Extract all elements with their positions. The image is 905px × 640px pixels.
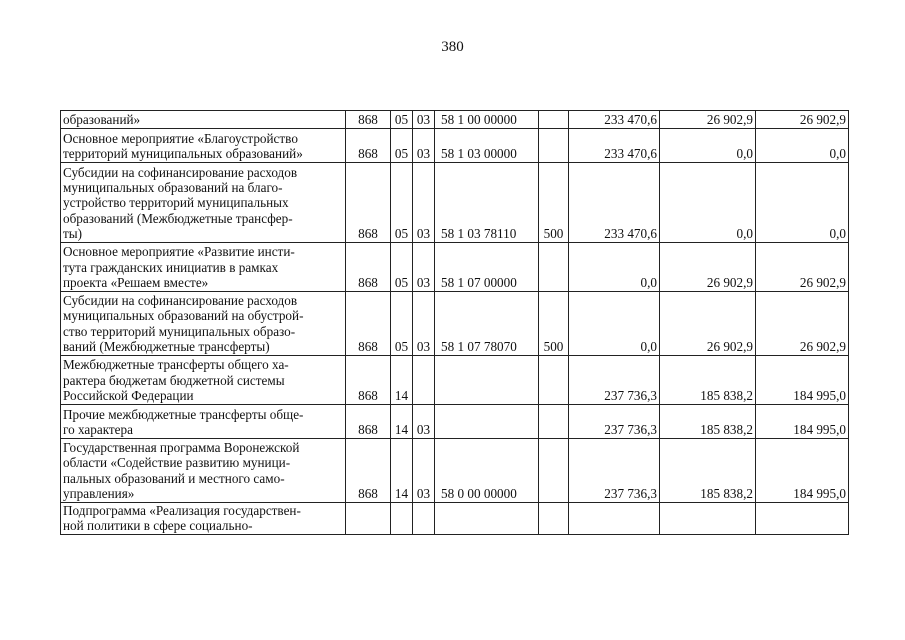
table-row bbox=[61, 405, 849, 439]
amount-year1-cell bbox=[569, 503, 660, 535]
section-cell: 14 bbox=[391, 405, 413, 439]
table-row bbox=[61, 129, 849, 163]
table-row bbox=[61, 111, 849, 129]
subsection-cell bbox=[413, 503, 435, 535]
grbs-cell: 868 bbox=[346, 356, 391, 405]
row-name: Основное мероприятие «Благоустройство территорий муниципальных образований» bbox=[61, 129, 346, 163]
subsection-cell: 03 bbox=[413, 243, 435, 292]
subsection-cell bbox=[413, 356, 435, 405]
amount-year1-cell: 237 736,3 bbox=[569, 405, 660, 439]
expense-type-cell bbox=[539, 243, 569, 292]
grbs-cell: 868 bbox=[346, 243, 391, 292]
grbs-cell: 868 bbox=[346, 111, 391, 129]
amount-year2-cell bbox=[660, 503, 756, 535]
section-cell bbox=[391, 503, 413, 535]
table-row bbox=[61, 503, 849, 535]
amount-year2-cell: 185 838,2 bbox=[660, 356, 756, 405]
section-cell: 05 bbox=[391, 129, 413, 163]
budget-table bbox=[60, 110, 849, 535]
target-code-cell: 58 0 00 00000 bbox=[435, 439, 539, 503]
grbs-cell: 868 bbox=[346, 405, 391, 439]
amount-year1-cell: 237 736,3 bbox=[569, 356, 660, 405]
target-code-cell: 58 1 03 78110 bbox=[435, 163, 539, 243]
table-row bbox=[61, 439, 849, 503]
amount-year1-cell: 237 736,3 bbox=[569, 439, 660, 503]
amount-year2-cell: 0,0 bbox=[660, 129, 756, 163]
grbs-cell: 868 bbox=[346, 163, 391, 243]
target-code-cell: 58 1 07 00000 bbox=[435, 243, 539, 292]
subsection-cell: 03 bbox=[413, 163, 435, 243]
amount-year3-cell: 26 902,9 bbox=[756, 111, 849, 129]
row-name: Субсидии на софинансирование расходов муниципальных образований на благо- устройство территорий муниципальных образований (Межбюджетные трансфер- ты) bbox=[61, 163, 346, 243]
amount-year1-cell: 233 470,6 bbox=[569, 129, 660, 163]
amount-year3-cell: 184 995,0 bbox=[756, 405, 849, 439]
section-cell: 05 bbox=[391, 243, 413, 292]
amount-year3-cell: 0,0 bbox=[756, 129, 849, 163]
expense-type-cell bbox=[539, 111, 569, 129]
page-number: 380 bbox=[441, 39, 464, 55]
grbs-cell bbox=[346, 503, 391, 535]
expense-type-cell bbox=[539, 356, 569, 405]
section-cell: 05 bbox=[391, 292, 413, 356]
row-name: Подпрограмма «Реализация государствен- ной политики в сфере социально- bbox=[61, 503, 346, 535]
amount-year3-cell: 26 902,9 bbox=[756, 243, 849, 292]
amount-year3-cell bbox=[756, 503, 849, 535]
amount-year1-cell: 0,0 bbox=[569, 292, 660, 356]
amount-year1-cell: 0,0 bbox=[569, 243, 660, 292]
row-name: образований» bbox=[61, 111, 346, 129]
amount-year3-cell: 0,0 bbox=[756, 163, 849, 243]
amount-year3-cell: 184 995,0 bbox=[756, 439, 849, 503]
subsection-cell: 03 bbox=[413, 405, 435, 439]
target-code-cell bbox=[435, 356, 539, 405]
row-name: Субсидии на софинансирование расходов муниципальных образований на обустрой- ство территорий муниципальных образо- ваний (Межбюджетные трансферты) bbox=[61, 292, 346, 356]
section-cell: 05 bbox=[391, 163, 413, 243]
amount-year2-cell: 185 838,2 bbox=[660, 405, 756, 439]
row-name: Прочие межбюджетные трансферты обще- го характера bbox=[61, 405, 346, 439]
target-code-cell bbox=[435, 405, 539, 439]
amount-year3-cell: 184 995,0 bbox=[756, 356, 849, 405]
amount-year2-cell: 185 838,2 bbox=[660, 439, 756, 503]
section-cell: 14 bbox=[391, 439, 413, 503]
target-code-cell: 58 1 03 00000 bbox=[435, 129, 539, 163]
expense-type-cell: 500 bbox=[539, 292, 569, 356]
target-code-cell: 58 1 00 00000 bbox=[435, 111, 539, 129]
grbs-cell: 868 bbox=[346, 129, 391, 163]
table-row bbox=[61, 243, 849, 292]
amount-year2-cell: 26 902,9 bbox=[660, 243, 756, 292]
amount-year2-cell: 0,0 bbox=[660, 163, 756, 243]
amount-year3-cell: 26 902,9 bbox=[756, 292, 849, 356]
section-cell: 14 bbox=[391, 356, 413, 405]
table-row bbox=[61, 356, 849, 405]
amount-year2-cell: 26 902,9 bbox=[660, 111, 756, 129]
grbs-cell: 868 bbox=[346, 439, 391, 503]
expense-type-cell bbox=[539, 405, 569, 439]
expense-type-cell bbox=[539, 503, 569, 535]
amount-year1-cell: 233 470,6 bbox=[569, 163, 660, 243]
target-code-cell: 58 1 07 78070 bbox=[435, 292, 539, 356]
table-row bbox=[61, 292, 849, 356]
expense-type-cell bbox=[539, 129, 569, 163]
section-cell: 05 bbox=[391, 111, 413, 129]
table-row bbox=[61, 163, 849, 243]
row-name: Межбюджетные трансферты общего ха- рактера бюджетам бюджетной системы Российской Федерации bbox=[61, 356, 346, 405]
expense-type-cell: 500 bbox=[539, 163, 569, 243]
subsection-cell: 03 bbox=[413, 111, 435, 129]
subsection-cell: 03 bbox=[413, 292, 435, 356]
amount-year1-cell: 233 470,6 bbox=[569, 111, 660, 129]
subsection-cell: 03 bbox=[413, 439, 435, 503]
subsection-cell: 03 bbox=[413, 129, 435, 163]
row-name: Государственная программа Воронежской области «Содействие развитию муници- пальных образований и местного само- управления» bbox=[61, 439, 346, 503]
grbs-cell: 868 bbox=[346, 292, 391, 356]
amount-year2-cell: 26 902,9 bbox=[660, 292, 756, 356]
target-code-cell bbox=[435, 503, 539, 535]
expense-type-cell bbox=[539, 439, 569, 503]
row-name: Основное мероприятие «Развитие инсти- тута гражданских инициатив в рамках проекта «Решаем вместе» bbox=[61, 243, 346, 292]
